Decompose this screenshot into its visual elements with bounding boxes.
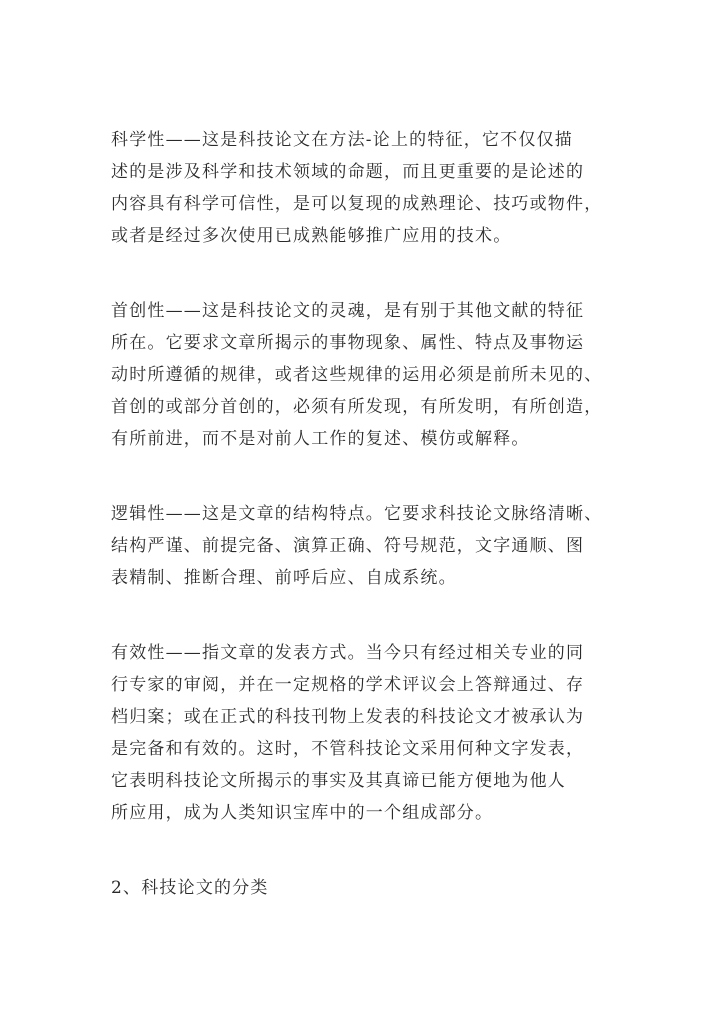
text-line: 逻辑性——这是文章的结构特点。它要求科技论文脉络清晰、: [111, 504, 603, 524]
text-line: 动时所遵循的规律，或者这些规律的运用必须是前所未见的、: [111, 365, 603, 385]
text-line: 表精制、推断合理、前呼后应、自成系统。: [111, 568, 457, 588]
paragraph-gap: [111, 252, 623, 295]
paragraph-gap: [111, 594, 623, 637]
text-line: 科学性——这是科技论文在方法-论上的特征，它不仅仅描: [111, 130, 573, 150]
text-line: 或者是经过多次使用已成熟能够推广应用的技术。: [111, 226, 512, 246]
paragraph-scientific: [111, 124, 623, 252]
text-line: 所应用，成为人类知识宝库中的一个组成部分。: [111, 803, 494, 823]
paragraph-validity: [111, 637, 623, 829]
document-body: [111, 124, 623, 904]
paragraph-gap: [111, 829, 623, 872]
text-line: 有效性——指文章的发表方式。当今只有经过相关专业的同: [111, 643, 585, 663]
text-line: 结构严谨、前提完备、演算正确、符号规范，文字通顺、图: [111, 536, 585, 556]
text-line: 是完备和有效的。这时，不管科技论文采用何种文字发表，: [111, 739, 585, 759]
text-line: 首创性——这是科技论文的灵魂，是有别于其他文献的特征: [111, 301, 585, 321]
text-line: 有所前进，而不是对前人工作的复述、模仿或解释。: [111, 429, 530, 449]
section-heading: [111, 872, 623, 904]
paragraph-gap: [111, 455, 623, 498]
text-line: 所在。它要求文章所揭示的事物现象、属性、特点及事物运: [111, 333, 585, 353]
paragraph-originality: [111, 295, 623, 455]
text-line: 内容具有科学可信性，是可以复现的成熟理论、技巧或物件，: [111, 194, 603, 214]
text-line: 行专家的审阅，并在一定规格的学术评议会上答辩通过、存: [111, 675, 585, 695]
paragraph-logic: [111, 498, 623, 594]
text-line: 它表明科技论文所揭示的事实及其真谛已能方便地为他人: [111, 771, 566, 791]
text-line: 首创的或部分首创的，必须有所发现，有所发明，有所创造，: [111, 397, 603, 417]
text-line: 述的是涉及科学和技术领域的命题，而且更重要的是论述的: [111, 162, 585, 182]
section-title: 2、科技论文的分类: [111, 878, 269, 898]
text-line: 档归案；或在正式的科技刊物上发表的科技论文才被承认为: [111, 707, 585, 727]
